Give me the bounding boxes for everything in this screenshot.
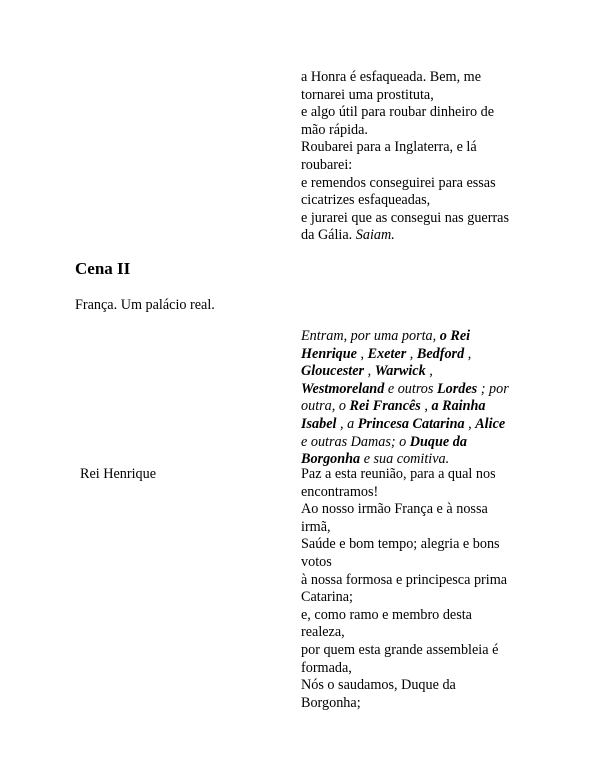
speech-line: Nós o saudamos, Duque da xyxy=(301,677,456,694)
sd-character: Bedford xyxy=(416,345,465,362)
sd-character: a Rainha xyxy=(431,398,486,415)
speech-line: a Honra é esfaqueada. Bem, me xyxy=(301,69,482,85)
sd-text: Entram, por uma porta, xyxy=(301,328,440,344)
speech-line: tornarei uma prostituta, xyxy=(301,86,434,103)
stage-direction-line xyxy=(301,416,533,434)
sd-character: o Rei xyxy=(439,328,471,344)
sd-character: Isabel xyxy=(301,415,337,432)
speech-line: encontramos! xyxy=(301,483,379,500)
exit-direction: Saiam. xyxy=(355,227,395,244)
sd-character: Duque da xyxy=(409,433,467,450)
sd-text: , xyxy=(364,363,375,380)
speech-line: cicatrizes esfaqueadas, xyxy=(301,192,431,209)
stage-direction-line xyxy=(301,346,533,364)
speech-line: mão rápida. xyxy=(301,121,368,138)
speaker-name: Rei Henrique xyxy=(80,466,157,482)
sd-character: Exeter xyxy=(367,345,407,362)
sd-text: , xyxy=(406,345,417,362)
stage-direction-line xyxy=(301,381,533,399)
speech-line: irmã, xyxy=(301,518,331,535)
speech-line: Catarina; xyxy=(301,589,353,606)
sd-character: Alice xyxy=(475,415,506,432)
speech-line: Roubarei para a Inglaterra, e lá xyxy=(301,139,477,156)
speech-line: Paz a esta reunião, para a qual nos xyxy=(301,466,496,482)
sd-text: , xyxy=(356,345,368,362)
sd-text: outra, o xyxy=(301,398,350,415)
speech-line: e, como ramo e membro desta xyxy=(301,606,472,623)
speech-line: Borgonha; xyxy=(301,694,361,711)
sd-text: e outras Damas; o xyxy=(301,433,410,450)
stage-direction-line xyxy=(301,398,533,416)
sd-text: , xyxy=(420,398,432,415)
speech-line: e algo útil para roubar dinheiro de xyxy=(301,104,495,121)
sd-text: ; por xyxy=(477,380,509,397)
sd-character: Lordes xyxy=(436,380,478,397)
sd-character: Warwick xyxy=(374,363,426,380)
speech-line: formada, xyxy=(301,659,352,676)
speech-block xyxy=(301,466,533,712)
speech-line: realeza, xyxy=(301,624,345,641)
speech-line: votos xyxy=(301,553,332,570)
sd-character: Gloucester xyxy=(301,363,365,380)
stage-direction-line xyxy=(301,328,533,346)
sd-character: Borgonha xyxy=(301,451,361,468)
sd-text: , xyxy=(425,363,433,380)
sd-text: , xyxy=(464,345,472,362)
speech-line: e jurarei que as consegui nas guerras xyxy=(301,209,509,226)
sd-character: Henrique xyxy=(301,345,357,362)
speech-line: e remendos conseguirei para essas xyxy=(301,174,496,191)
speech-line: por quem esta grande assembleia é xyxy=(301,641,499,658)
sd-text: e sua comitiva. xyxy=(360,451,450,468)
scene-title: Cena II xyxy=(75,259,131,278)
sd-character: Westmoreland xyxy=(301,380,385,397)
speech-line: roubarei: xyxy=(301,156,353,173)
sd-text: , a xyxy=(336,415,358,432)
speech-line: Saúde e bom tempo; alegria e bons xyxy=(301,536,500,553)
stage-direction-line xyxy=(301,363,533,381)
speech-line: Ao nosso irmão França e à nossa xyxy=(301,501,488,518)
sd-character: Princesa Catarina xyxy=(357,415,465,432)
sd-text: e outros xyxy=(384,380,437,397)
stage-direction xyxy=(301,328,533,469)
speech-text: da Gália. xyxy=(301,227,356,244)
speech-line: à nossa formosa e principesca prima xyxy=(301,571,508,588)
sd-character: Rei Francês xyxy=(349,398,421,415)
speech-line-last xyxy=(301,227,533,245)
scene-location: França. Um palácio real. xyxy=(75,297,215,313)
sd-text: , xyxy=(464,415,476,432)
stage-direction-line xyxy=(301,434,533,452)
previous-speech-continuation xyxy=(301,69,533,245)
